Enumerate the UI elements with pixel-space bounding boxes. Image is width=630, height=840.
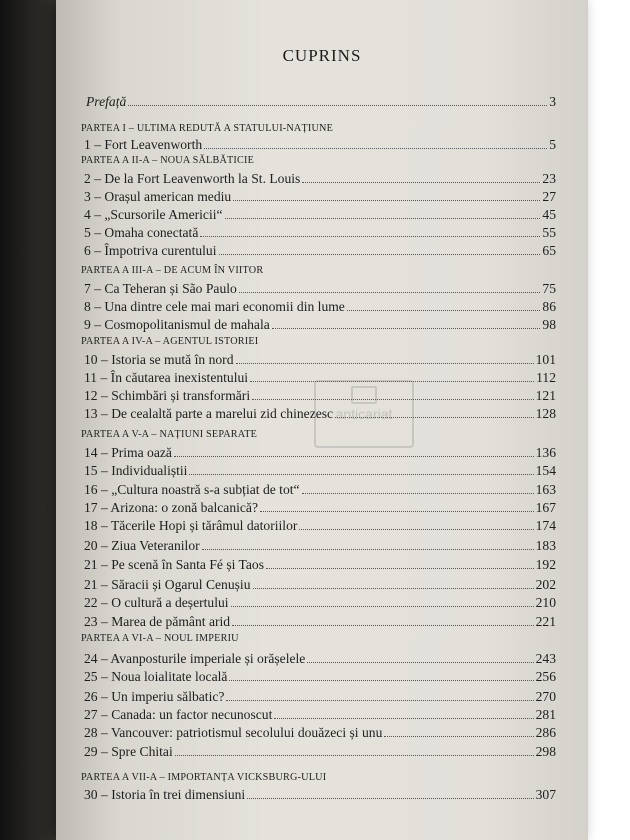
toc-page-number: 98 [542,317,556,332]
toc-entry-title: 27 – Canada: un factor necunoscut [84,707,273,722]
dot-leader [189,474,533,475]
dot-leader [307,662,533,663]
toc-entry-title: Prefață [86,94,127,109]
dot-leader [128,105,547,106]
dot-leader [274,718,533,719]
dot-leader [231,606,534,607]
toc-entry-title: 2 – De la Fort Leavenworth la St. Louis [84,171,301,186]
book-spine-shadow [0,0,64,840]
page-title: CUPRINS [282,46,362,65]
toc-page-number: 154 [535,463,556,478]
toc-entry-title: 17 – Arizona: o zonă balcanică? [84,500,258,515]
toc-page-number: 3 [549,94,556,109]
toc-entry-title: 16 – „Cultura noastră s-a subțiat de tot“ [84,482,300,497]
toc-entry-title: 21 – Pe scenă în Santa Fé și Taos [84,557,265,572]
toc-entry [84,296,556,315]
toc-entry [84,648,556,667]
background [588,0,630,840]
toc-entry [84,186,556,205]
toc-section-heading: PARTEA A VII-A – IMPORTANȚA VICKSBURG-ULUI [81,772,327,783]
toc-section-heading: PARTEA A VI-A – NOUL IMPERIU [81,633,239,644]
toc-entry-title: 18 – Tăcerile Hopi și tărâmul datoriilor [84,518,298,533]
toc-entry-title: 8 – Una dintre cele mai mari economii din lume [84,299,345,314]
toc-page-number: 298 [535,744,556,759]
dot-leader [233,200,540,201]
toc-section-heading: PARTEA A V-A – NAȚIUNI SEPARATE [81,429,258,440]
toc-entry-title: 25 – Noua loialitate locală [84,669,228,684]
toc-entry [84,535,556,554]
book-icon [351,386,377,404]
toc-page-number: 65 [542,243,556,258]
toc-page-number: 307 [535,787,556,802]
toc-section-heading: PARTEA A IV-A – AGENTUL ISTORIEI [81,336,259,347]
toc-entry-title: 5 – Omaha conectată [84,225,199,240]
toc-page-number: 45 [542,207,556,222]
toc-entry-title: 30 – Istoria în trei dimensiuni [84,787,246,802]
watermark [314,380,414,448]
toc-page-number: 202 [535,577,556,592]
toc-entry [84,592,556,611]
dot-leader [239,292,541,293]
toc-page-number: 27 [542,189,556,204]
toc-section-heading: PARTEA I – ULTIMA REDUTĂ A STATULUI-NAȚIUNE [81,123,334,134]
toc-entry-title: 26 – Un imperiu sălbatic? [84,689,225,704]
dot-leader [247,798,533,799]
toc-entry-title: 11 – În căutarea inexistentului [84,370,249,385]
toc-entry-title: 20 – Ziua Veteranilor [84,538,200,553]
toc-entry-title: 12 – Schimbări și transformări [84,388,251,403]
toc-section-heading: PARTEA A II-A – NOUA SĂLBĂTICIE [81,155,255,166]
toc-entry-title: 4 – „Scursorile Americii“ [84,207,223,222]
dot-leader [225,218,541,219]
toc-entry [84,704,556,723]
dot-leader [229,680,533,681]
toc-entry [84,722,556,741]
toc-page-number: 128 [535,406,556,421]
toc-entry-title: 23 – Marea de pământ arid [84,614,231,629]
toc-entry [84,240,556,259]
toc-entry [84,222,556,241]
toc-entry-title: 3 – Orașul american mediu [84,189,232,204]
toc-entry-title: 9 – Cosmopolitanismul de mahala [84,317,270,332]
dot-leader [200,236,540,237]
toc-entry-title: 24 – Avanposturile imperiale și orășelele [84,651,306,666]
dot-leader [260,511,534,512]
toc-entry-title: 28 – Vancouver: patriotismul secolului douăzeci și unu [84,725,383,740]
toc-page-number: 210 [535,595,556,610]
toc-entry [84,666,556,685]
dot-leader [302,182,540,183]
toc-section-heading: PARTEA A III-A – DE ACUM ÎN VIITOR [81,265,264,276]
dot-leader [236,363,534,364]
toc-entry [84,497,556,516]
toc-entry-title: 6 – Împotriva curentului [84,243,217,258]
dot-leader [226,700,533,701]
toc-page-number: 221 [535,614,556,629]
toc-entry-title: 21 – Săracii și Ogarul Cenușiu [84,577,251,592]
dot-leader [272,328,541,329]
toc-page-number: 112 [536,370,556,385]
dot-leader [219,254,541,255]
toc-page-number: 167 [535,500,556,515]
toc-page-number: 101 [535,352,556,367]
toc-entry-title: 22 – O cultură a deșertului [84,595,229,610]
toc-entry [84,479,556,498]
toc-entry-title: 10 – Istoria se mută în nord [84,352,234,367]
toc-entry [84,460,556,479]
dot-leader [202,549,534,550]
dot-leader [204,148,547,149]
toc-page-number: 86 [542,299,556,314]
toc-page-number: 270 [535,689,556,704]
dot-leader [253,588,534,589]
toc-page-number: 183 [535,538,556,553]
toc-entry [84,349,556,368]
toc-entry [84,278,556,297]
toc-page-number: 174 [535,518,556,533]
toc-page-number: 121 [535,388,556,403]
toc-entry [84,611,556,630]
dot-leader [299,529,533,530]
toc-entry [84,554,556,573]
toc-entry [84,134,556,153]
toc-entry-title: 13 – De cealaltă parte a marelui zid chinezesc [84,406,334,421]
toc-entry [84,784,556,803]
dot-leader [384,736,533,737]
dot-leader [174,456,534,457]
watermark-text: anticariat [335,406,393,422]
toc-page-number: 163 [535,482,556,497]
toc-page-number: 286 [535,725,556,740]
toc-page-number: 281 [535,707,556,722]
toc-entry [84,741,556,760]
toc-entry [84,574,556,593]
toc-entry [84,515,556,534]
toc-entry-title: 14 – Prima oază [84,445,172,460]
toc-page-number: 192 [535,557,556,572]
toc-page-number: 136 [535,445,556,460]
toc-page-number: 75 [542,281,556,296]
dot-leader [266,568,534,569]
toc-entry [84,204,556,223]
toc-page-number: 5 [549,137,556,152]
dot-leader [302,493,534,494]
toc-entry-title: 15 – Individualiștii [84,463,188,478]
book-page [56,0,588,840]
toc-entry-title: 7 – Ca Teheran și São Paulo [84,281,237,296]
toc-page-number: 55 [542,225,556,240]
dot-leader [347,310,541,311]
toc-entry [84,686,556,705]
toc-entry-title: 29 – Spre Chitai [84,744,173,759]
toc-page-number: 256 [535,669,556,684]
toc-entry-title: 1 – Fort Leavenworth [84,137,203,152]
toc-entry [84,314,556,333]
toc-entry [84,168,556,187]
toc-page-number: 243 [535,651,556,666]
dot-leader [175,755,534,756]
toc-entry [84,91,556,110]
toc-page-number: 23 [542,171,556,186]
dot-leader [232,625,534,626]
